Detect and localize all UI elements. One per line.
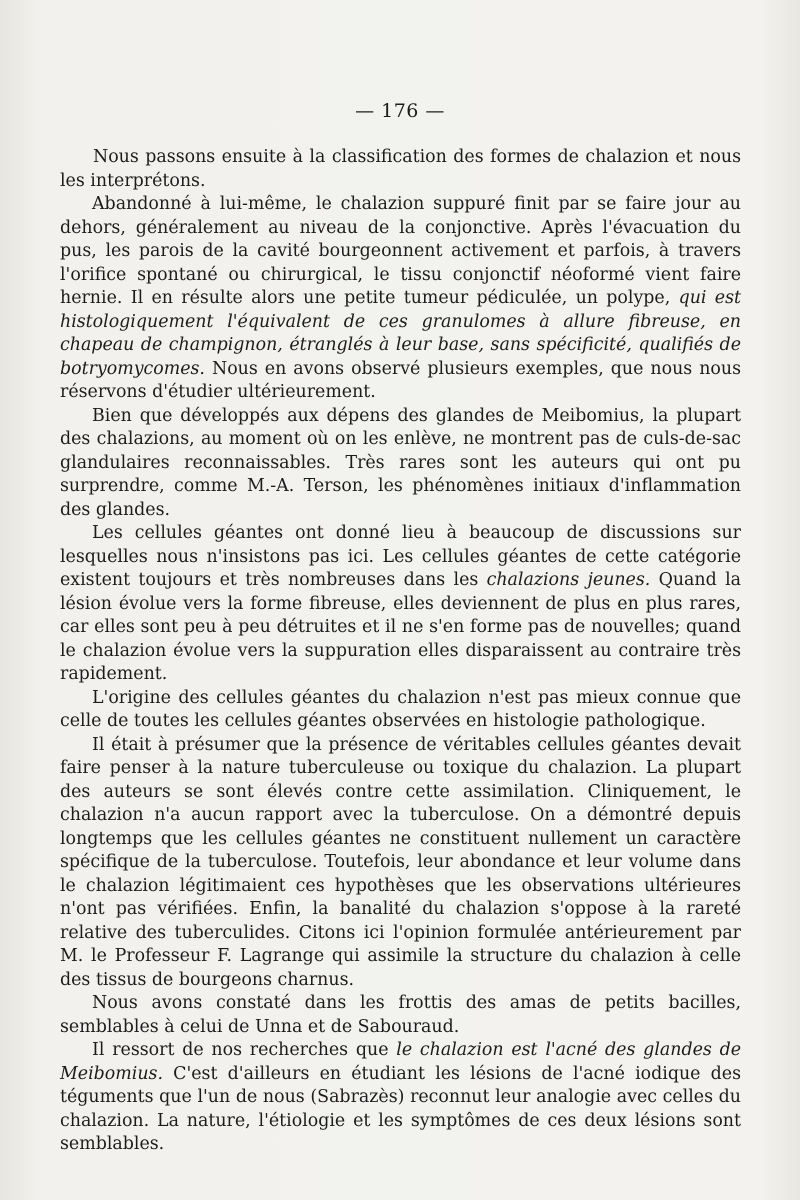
- paragraph-4: [60, 522, 741, 687]
- paragraph-2-text-b: Nous en avons observé plusieurs exemples, que nous nous réservons d'étudier ultérieurement.: [60, 358, 741, 402]
- paragraph-8-text-b: C'est d'ailleurs en étudiant les lésions de l'acné iodique des téguments que l'un de nous (Sabrazès) reconnut leur analogie avec celles du chalazion. La nature, l'étiologie et les symptômes de ces deux lésions sont semblables.: [60, 1063, 741, 1154]
- paragraph-2: [60, 193, 741, 405]
- paragraph-4-text-a: Les cellules géantes ont donné lieu à beaucoup de discussions sur lesquelles nous n'insistons pas ici. Les cellules géantes de cette catégorie existent toujours et très nombreuses dans les: [60, 523, 741, 590]
- paragraph-2-italic: qui est histologiquement l'équivalent de ces granulomes à allure fibreuse, en chapeau de champignon, étranglés à leur base, sans spécificité, qualifiés de botryomycomes.: [60, 288, 741, 379]
- paragraph-7: Nous avons constaté dans les frottis des amas de petits bacilles, semblables à celui de Unna et de Sabouraud.: [60, 993, 741, 1037]
- paragraph-8-text-a: Il ressort de nos recherches que: [92, 1040, 397, 1060]
- page-number: — 176 —: [355, 100, 445, 122]
- paragraph-8: [60, 1039, 741, 1157]
- paragraph-4-text-b: Quand la lésion évolue vers la forme fibreuse, elles deviennent de plus en plus rares, car elles sont peu à peu détruites et il ne s'en forme pas de nouvelles; quand le chalazion évolue vers la suppuration elles disparaissent au contraire très rapidement.: [60, 570, 741, 684]
- paragraph-8-italic: le chalazion est l'acné des glandes de Meibomius.: [60, 1040, 741, 1084]
- paragraph-5: L'origine des cellules géantes du chalazion n'est pas mieux connue que celle de toutes les cellules géantes observées en histologie pathologique.: [60, 687, 741, 731]
- body-text: [60, 146, 741, 1157]
- paragraph-2-text-a: Abandonné à lui-même, le chalazion suppuré finit par se faire jour au dehors, généralement au niveau de la conjonctive. Après l'évacuation du pus, les parois de la cavité bourgeonnent activement et parfois, à travers l'orifice spontané ou chirurgical, le tissu conjonctif néoformé vient faire hernie. Il en résulte alors une petite tumeur pédiculée, un polype,: [60, 194, 741, 308]
- paragraph-3: Bien que développés aux dépens des glandes de Meibomius, la plupart des chalazions, au moment où on les enlève, ne montrent pas de culs-de-sac glandulaires reconnaissables. Très rares sont les auteurs qui ont pu surprendre, comme M.-A. Terson, les phénomènes initiaux d'inflammation des glandes.: [60, 405, 741, 520]
- paragraph-6: Il était à présumer que la présence de véritables cellules géantes devait faire penser à la nature tuberculeuse ou toxique du chalazion. La plupart des auteurs se sont élevés contre cette assimilation. Cliniquement, le chalazion n'a aucun rapport avec la tuberculose. On a démontré depuis longtemps que les cellules géantes ne constituent nullement un caractère spécifique de la tuberculose. Toutefois, leur abondance et leur volume dans le chalazion légitimaient ces hypothèses que les observations ultérieures n'ont pas vérifiées. Enfin, la banalité du chalazion s'oppose à la rareté relative des tuberculides. Citons ici l'opinion formulée antérieurement par M. le Professeur F. Lagrange qui assimile la structure du chalazion à celle des tissus de bourgeons charnus.: [60, 734, 741, 990]
- paragraph-1: Nous passons ensuite à la classification des formes de chalazion et nous les interprétons.: [60, 147, 741, 191]
- paragraph-4-italic: chalazions jeunes.: [486, 570, 651, 590]
